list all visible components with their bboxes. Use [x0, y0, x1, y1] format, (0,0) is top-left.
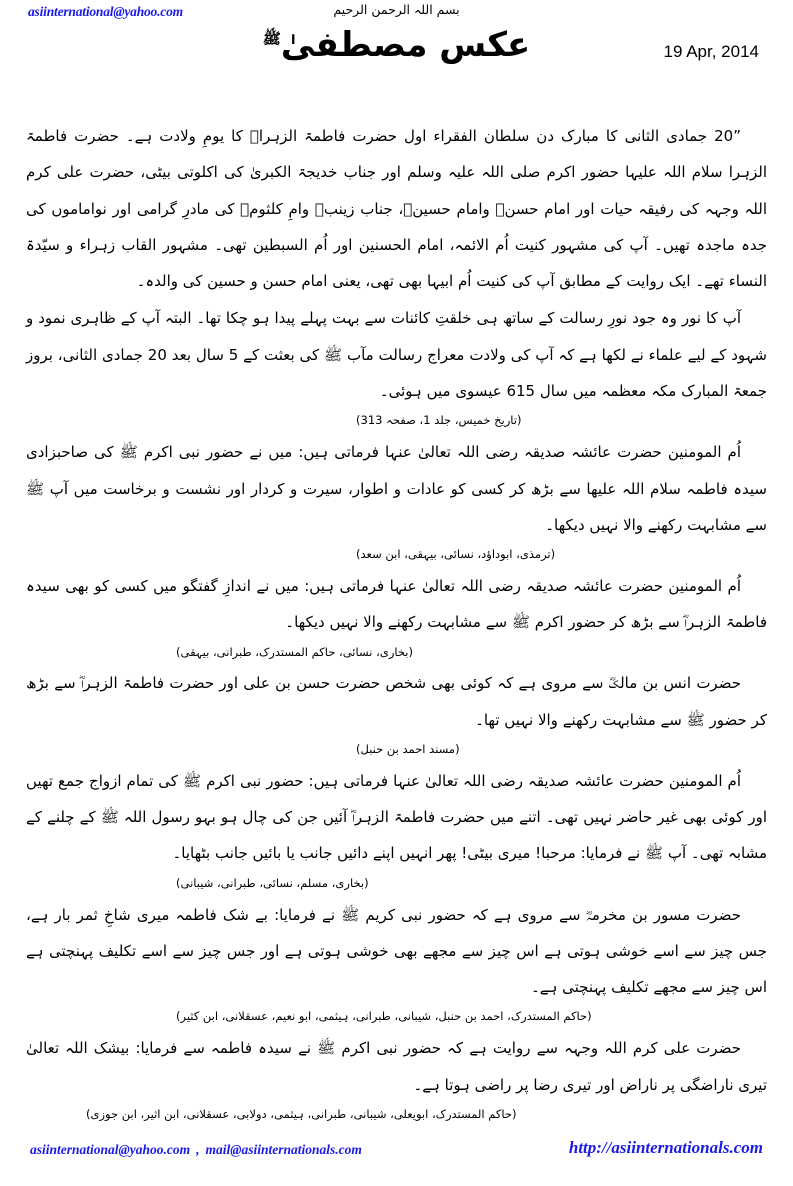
page-footer: [0, 1128, 793, 1186]
footer-email-secondary[interactable]: mail@asiinternationals.com: [205, 1141, 362, 1157]
footer-email-primary[interactable]: asiinternational@yahoo.com: [30, 1141, 191, 1157]
bismillah-text: بسم اللہ الرحمن الرحیم: [333, 2, 460, 17]
document-body: [0, 108, 793, 1128]
source-citation: (ترمذی، ابوداؤد، نسائی، بیہقی، ابن سعد): [356, 547, 556, 562]
source-citation: (تاریخ خمیس، جلد 1، صفحہ 313): [356, 413, 522, 428]
source-citation: (بخاری، نسائی، حاکم المستدرک، طبرانی، بیہقی): [176, 644, 413, 659]
body-paragraph: حضرت انس بن مالکؓ سے مروی ہے کہ کوئی بھی شخص حضرت حسن بن علی اور حضرت فاطمۃ الزہراؓ سے بڑھ کر حضور ﷺ سے مشابہت رکھنے والا نہیں تھا۔: [26, 674, 767, 729]
source-citation: (مسند احمد بن حنبل): [356, 741, 460, 756]
page-header: [0, 0, 793, 108]
source-citation: (بخاری، مسلم، نسائی، طبرانی، شیبانی): [176, 875, 369, 890]
body-paragraph: اُم المومنین حضرت عائشہ صدیقہ رضی اللہ تعالیٰ عنہا فرماتی ہیں: میں نے حضور نبی اکرم ﷺ کی صاحبزادی سیدہ فاطمہ سلام اللہ علیھا سے بڑھ کر کسی کو عادات و اطوار، سیرت و کردار اور نشست و برخاست میں آپ ﷺ سے مشابہت رکھنے والا نہیں دیکھا۔: [26, 443, 767, 534]
footer-website-link[interactable]: http://asiinternationals.com: [568, 1137, 763, 1157]
body-paragraph: ”20 جمادی الثانی کا مبارک دن سلطان الفقراء اول حضرت فاطمۃ الزہراؓ کا یومِ ولادت ہے۔ حضرت فاطمۃ الزہرا سلام اللہ علیہا حضور اکرم صلی اللہ علیہ وسلم اور جناب خدیجۃ الکبریٰ کی اکلوتی بیٹی، حضرت علی کرم اللہ وجہہ کی رفیقہ حیات اور امام حسنؓ وامام حسینؓ، جناب زینبؓ وامِ کلثومؓ کی مادرِ گرامی اور نواماموں کی جدہ ماجدہ تھیں۔ آپ کی مشہور کنیت اُم الائمہ، امام الحسنین اور اُم السبطین تھی۔ مشہور القاب زہراء و سیّدۃ النساء تھے۔ ایک روایت کے مطابق آپ کی کنیت اُم ابیہا بھی تھی، یعنی امام حسن و حسین کی والدہ۔: [26, 127, 767, 291]
footer-separator: ,: [196, 1141, 200, 1157]
body-paragraph: اُم المومنین حضرت عائشہ صدیقہ رضی اللہ تعالیٰ عنہا فرماتی ہیں: میں نے اندازِ گفتگو میں کسی کو بھی سیدہ فاطمۃ الزہراؓ سے بڑھ کر حضور اکرم ﷺ سے مشابہت رکھنے والا نہیں دیکھا۔: [26, 576, 767, 632]
footer-contact-group: [30, 1142, 362, 1158]
source-citation: (حاکم المستدرک، ابویعلی، شیبانی، طبرانی، ہیثمی، دولابی، عسقلانی، ابن اثیر، ابن جوزی): [86, 1106, 517, 1121]
honorific-sallallahu-icon: ﷺ: [262, 29, 281, 48]
source-citation: (حاکم المستدرک، احمد بن حنبل، شیبانی، طبرانی، ہیثمی، ابو نعیم، عسقلانی، ابن کثیر): [176, 1009, 592, 1024]
body-paragraph: حضرت علی کرم اللہ وجہہ سے روایت ہے کہ حضور نبی اکرم ﷺ نے سیدہ فاطمہ سے فرمایا: بیشک اللہ تعالیٰ تیری ناراضگی پر ناراض اور تیری رضا پر راضی ہوتا ہے۔: [26, 1039, 767, 1094]
page-title-text: عکس مصطفیٰ: [280, 25, 531, 65]
body-paragraph: حضرت مسور بن مخرمہؓ سے مروی ہے کہ حضور نبی کریم ﷺ نے فرمایا: بے شک فاطمہ میری شاخِ ثمر بار ہے، جس چیز سے اسے خوشی ہوتی ہے اس چیز سے مجھے بھی خوشی ہوتی ہے اور جس چیز سے اسے تکلیف پہنچتی ہے اس چیز سے مجھے تکلیف پہنچتی ہے۔: [26, 905, 767, 997]
body-paragraph: اُم المومنین حضرت عائشہ صدیقہ رضی اللہ تعالیٰ عنہا فرماتی ہیں: حضور نبی اکرم ﷺ کی تمام ازواج جمع تھیں اور کوئی بھی غیر حاضر نہیں تھی۔ اتنے میں حضرت فاطمۃ الزہراؓ آئیں جن کی چال ہو بہو رسول اللہ ﷺ کے چلنے کے مشابہ تھی۔ آپ ﷺ نے فرمایا: مرحبا! میری بیٹی! پھر انہیں اپنے دائیں جانب یا بائیں جانب بٹھایا۔: [26, 771, 767, 863]
publication-date: 19 Apr, 2014: [663, 42, 759, 61]
header-email-link[interactable]: asiinternational@yahoo.com: [28, 4, 183, 19]
body-paragraph: آپ کا نور وہ جود نورِ رسالت کے ساتھ ہی خلقتِ کائنات سے بہت پہلے پیدا ہو چکا تھا۔ البتہ آپ کے ظاہری نمود و شہود کے لیے علماء نے لکھا ہے کہ آپ کی ولادت معراج رسالت مآب ﷺ کی بعثت کے 5 سال بعد 20 جمادی الثانی، بروز جمعۃ المبارک مکہ معظمہ میں سال 615 عیسوی میں ہوئی۔: [26, 309, 767, 401]
